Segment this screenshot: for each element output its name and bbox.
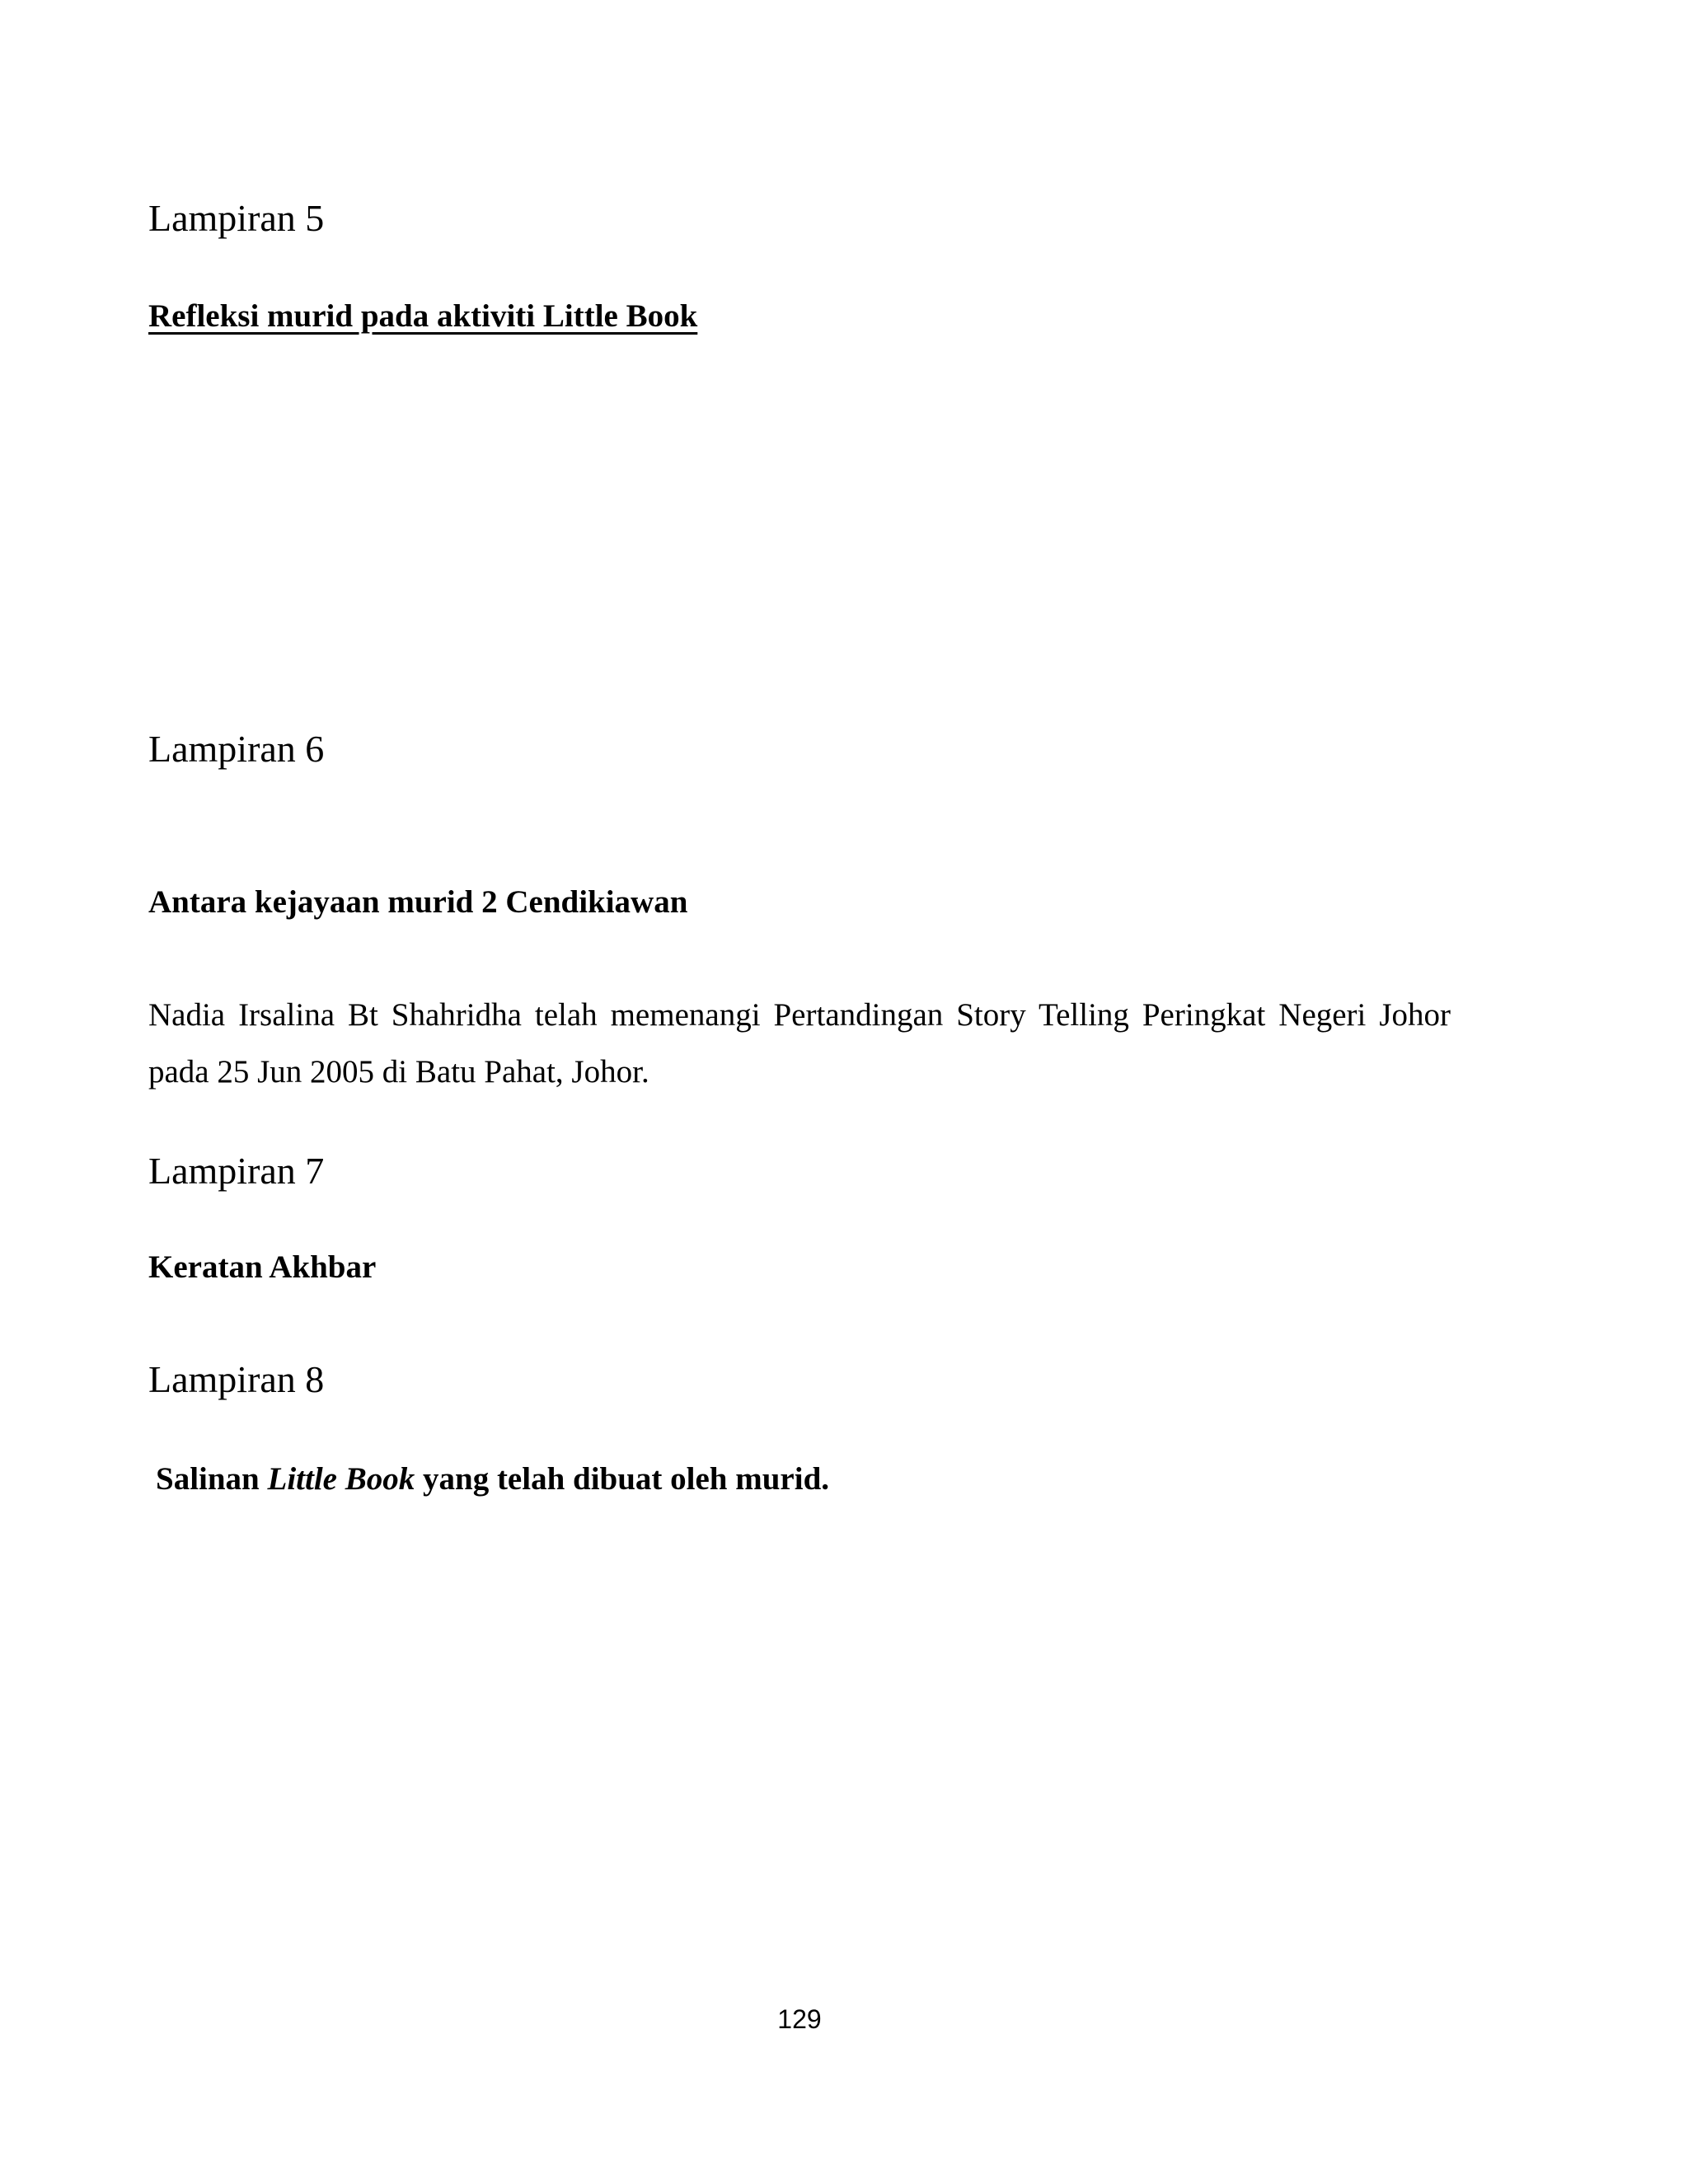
lampiran-6-subtitle: Antara kejayaan murid 2 Cendikiawan (148, 884, 688, 920)
lampiran-8-subtitle-prefix: Salinan (156, 1461, 260, 1497)
lampiran-8-subtitle (156, 1463, 829, 1495)
lampiran-5-heading: Lampiran 5 (148, 197, 325, 239)
lampiran-8-subtitle-suffix: yang telah dibuat oleh murid. (423, 1461, 830, 1497)
lampiran-8-subtitle-italic: Little Book (267, 1461, 415, 1497)
lampiran-8-heading: Lampiran 8 (148, 1358, 325, 1400)
lampiran-7-subtitle: Keratan Akhbar (148, 1249, 377, 1285)
lampiran-7-heading: Lampiran 7 (148, 1150, 325, 1192)
page-number: 129 (777, 2004, 822, 2034)
lampiran-6-body: Nadia Irsalina Bt Shahridha telah memenangi Pertandingan Story Telling Peringkat Negeri Johor pada 25 Jun 2005 di Batu Pahat, Johor. (148, 997, 1451, 1090)
lampiran-5-subtitle: Refleksi murid pada aktiviti Little Book (148, 298, 698, 334)
lampiran-6-heading: Lampiran 6 (148, 728, 325, 770)
